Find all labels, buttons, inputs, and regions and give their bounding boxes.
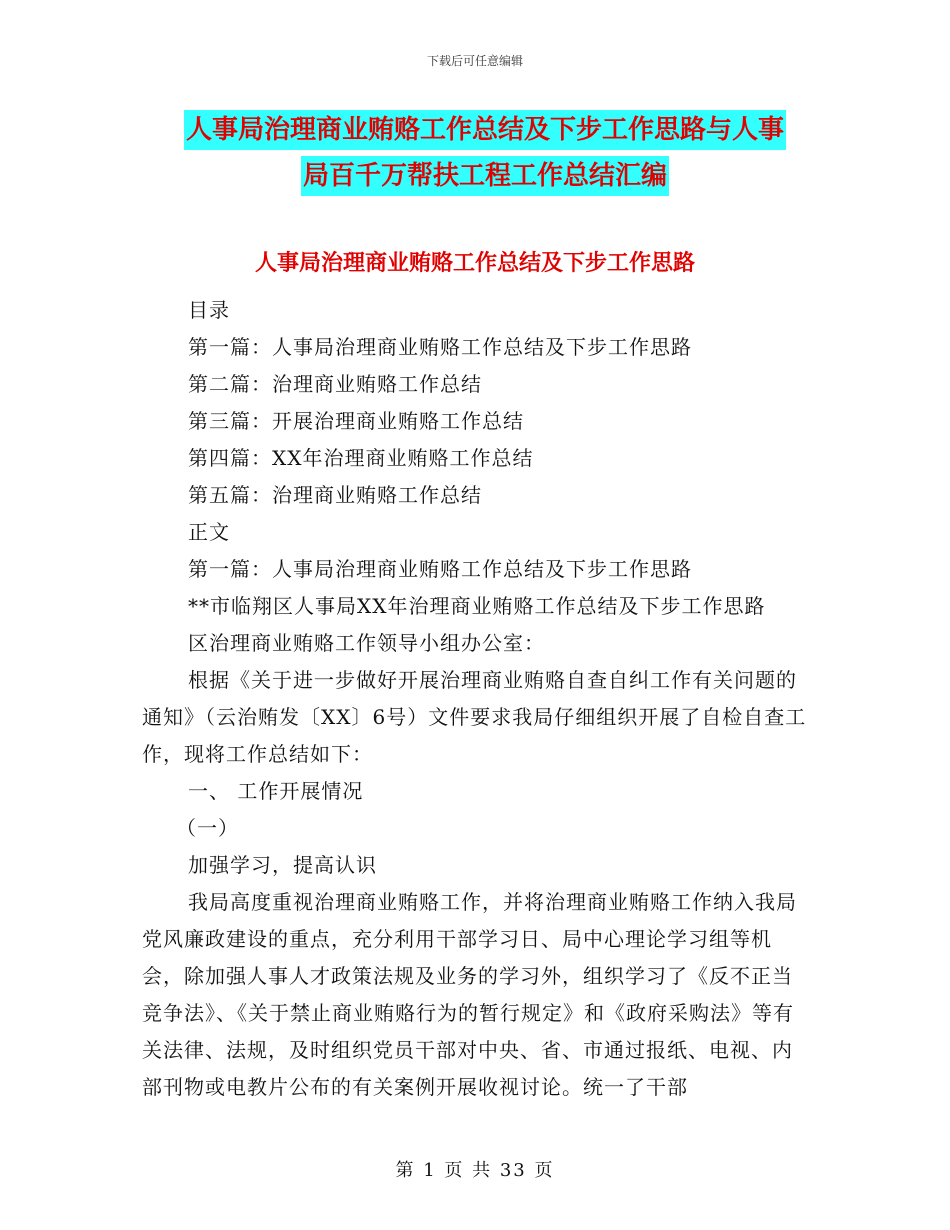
toc-item: 第二篇：治理商业贿赂工作总结 [188,372,482,396]
document-body [142,292,810,1106]
header-note: 下载后可任意编辑 [426,54,523,68]
paragraph: 第一篇：人事局治理商业贿赂工作总结及下步工作思路 [188,557,692,581]
title-line-1: 人事局治理商业贿赂工作总结及下步工作思路与人事 [184,110,786,150]
document-title [140,110,830,196]
subsection-number: （一） [176,816,239,840]
section-heading: 一、 工作开展情况 [188,779,364,803]
toc-label: 目录 [188,298,230,322]
body-label: 正文 [188,520,230,544]
toc-item: 第三篇：开展治理商业贿赂工作总结 [188,409,524,433]
paragraph: 我局高度重视治理商业贿赂工作，并将治理商业贿赂工作纳入我局党风廉政建设的重点，充分利用干部学习日、局中心理论学习组等机会，除加强人事人才政策法规及业务的学习外，组织学习了《反不正当竞争法》、《关于禁止商业贿赂行为的暂行规定》和《政府采购法》等有关法律、法规，及时组织党员干部对中央、省、市通过报纸、电视、内部刊物或电教片公布的有关案例开展收视讨论。统一了干部 [142,890,797,1099]
title-line-2: 局百千万帮扶工程工作总结汇编 [301,156,669,196]
paragraph: 根据《关于进一步做好开展治理商业贿赂自查自纠工作有关问题的通知》（云治贿发〔XX〕6号）文件要求我局仔细组织开展了自检自查工作，现将工作总结如下： [142,668,807,766]
toc-item: 第五篇：治理商业贿赂工作总结 [188,483,482,507]
toc-item: 第四篇：XX年治理商业贿赂工作总结 [188,446,534,470]
toc-item: 第一篇：人事局治理商业贿赂工作总结及下步工作思路 [188,335,692,359]
section-title: 人事局治理商业贿赂工作总结及下步工作思路 [254,250,695,276]
paragraph: 区治理商业贿赂工作领导小组办公室： [188,631,545,655]
subsection-heading: 加强学习，提高认识 [188,853,377,877]
page-footer: 第 1 页 共 33 页 [395,1160,555,1181]
paragraph: **市临翔区人事局XX年治理商业贿赂工作总结及下步工作思路 [188,594,766,618]
